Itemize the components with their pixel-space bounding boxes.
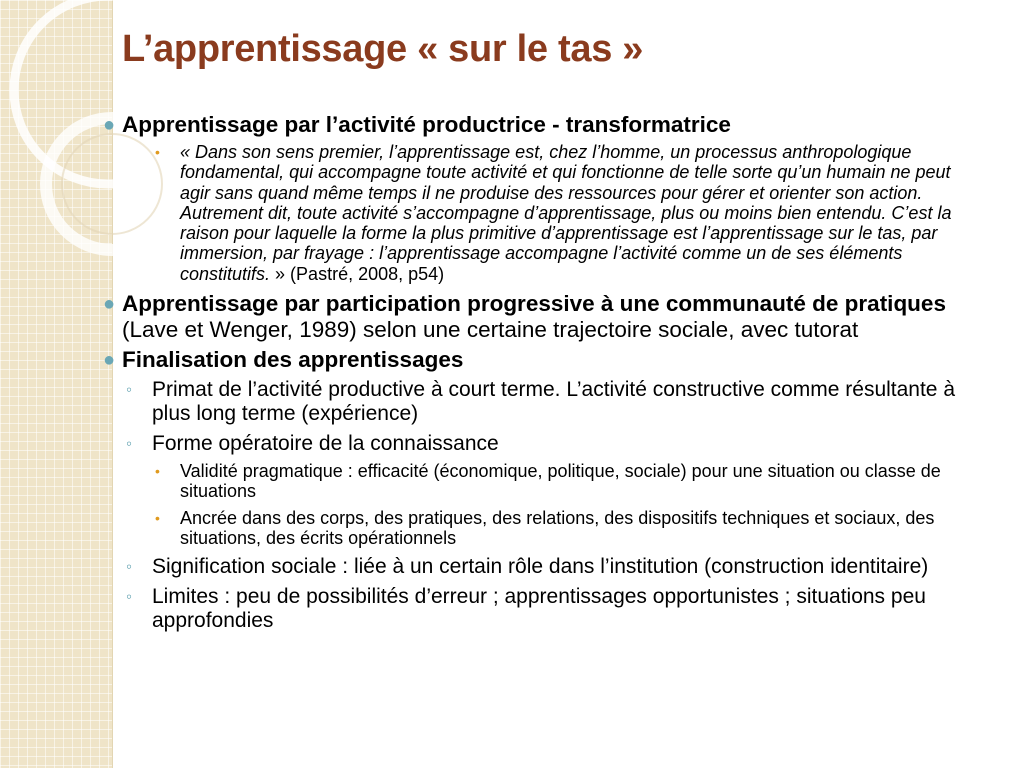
slide-content xyxy=(100,112,980,633)
bullet-participation xyxy=(100,291,980,343)
item-primat xyxy=(100,378,980,426)
circle-bullet-icon: ◦ xyxy=(126,557,133,577)
bullet-heading: Finalisation des apprentissages xyxy=(122,347,464,373)
bullet-bold-text: Apprentissage par participation progressive à une communauté de pratiques xyxy=(122,291,946,317)
subitem-validite xyxy=(100,461,980,502)
subitem-text: Validité pragmatique : efficacité (économique, politique, sociale) pour une situation ou classe de situations xyxy=(180,461,941,502)
bullet-dot-icon: ● xyxy=(103,293,116,316)
bullet-dot-icon: ● xyxy=(103,349,116,372)
bullet-activite-productrice xyxy=(100,112,980,138)
item-text: Signification sociale : liée à un certain rôle dans l’institution (construction identitaire) xyxy=(152,555,929,579)
circle-bullet-icon: ◦ xyxy=(126,434,133,454)
bullet-rest-text: (Lave et Wenger, 1989) selon une certaine trajectoire sociale, avec tutorat xyxy=(122,317,859,343)
circle-bullet-icon: ◦ xyxy=(126,380,133,400)
item-forme-operatoire xyxy=(100,432,980,456)
circle-bullet-icon: ◦ xyxy=(126,587,133,607)
item-limites xyxy=(100,585,980,633)
slide-title: L’apprentissage « sur le tas » xyxy=(122,28,644,70)
sub-bullet-dot-icon: • xyxy=(155,509,160,526)
item-text: Primat de l’activité productive à court terme. L’activité constructive comme résultante à plus long terme (expérience) xyxy=(152,378,956,426)
bullet-dot-icon: ● xyxy=(103,114,116,136)
quote-text: « Dans son sens premier, l’apprentissage est, chez l’homme, un processus anthropologique fondamental, qui accompagne toute activité et qui fonctionne de telle sorte qu’un humain ne peut agir sans quand même temps il ne produise des ressources pour gérer et orienter son action. Autrement dit, toute activité s’accompagne d’apprentissage, plus ou moins bien entendu. C’est la raison pour laquelle la forme la plus primitive d’apprentissage est l’apprentissage sur le tas, par immersion, par frayage : l’apprentissage accompagne l’activité comme un de ses éléments constitutifs. xyxy=(180,142,952,284)
item-signification xyxy=(100,555,980,579)
item-text: Limites : peu de possibilités d’erreur ; apprentissages opportunistes ; situations peu approfondies xyxy=(152,585,926,633)
subitem-text: Ancrée dans des corps, des pratiques, des relations, des dispositifs techniques et sociaux, des situations, des écrits opérationnels xyxy=(180,507,935,548)
bullet-heading: Apprentissage par l’activité productrice - transformatrice xyxy=(122,112,731,137)
quote-citation: » (Pastré, 2008, p54) xyxy=(275,263,445,284)
bullet-finalisation xyxy=(100,347,980,373)
sub-bullet-dot-icon: • xyxy=(155,463,160,480)
subitem-ancree xyxy=(100,508,980,549)
sub-bullet-quote xyxy=(100,142,980,284)
item-text: Forme opératoire de la connaissance xyxy=(152,432,499,456)
sub-bullet-dot-icon: • xyxy=(155,144,160,160)
